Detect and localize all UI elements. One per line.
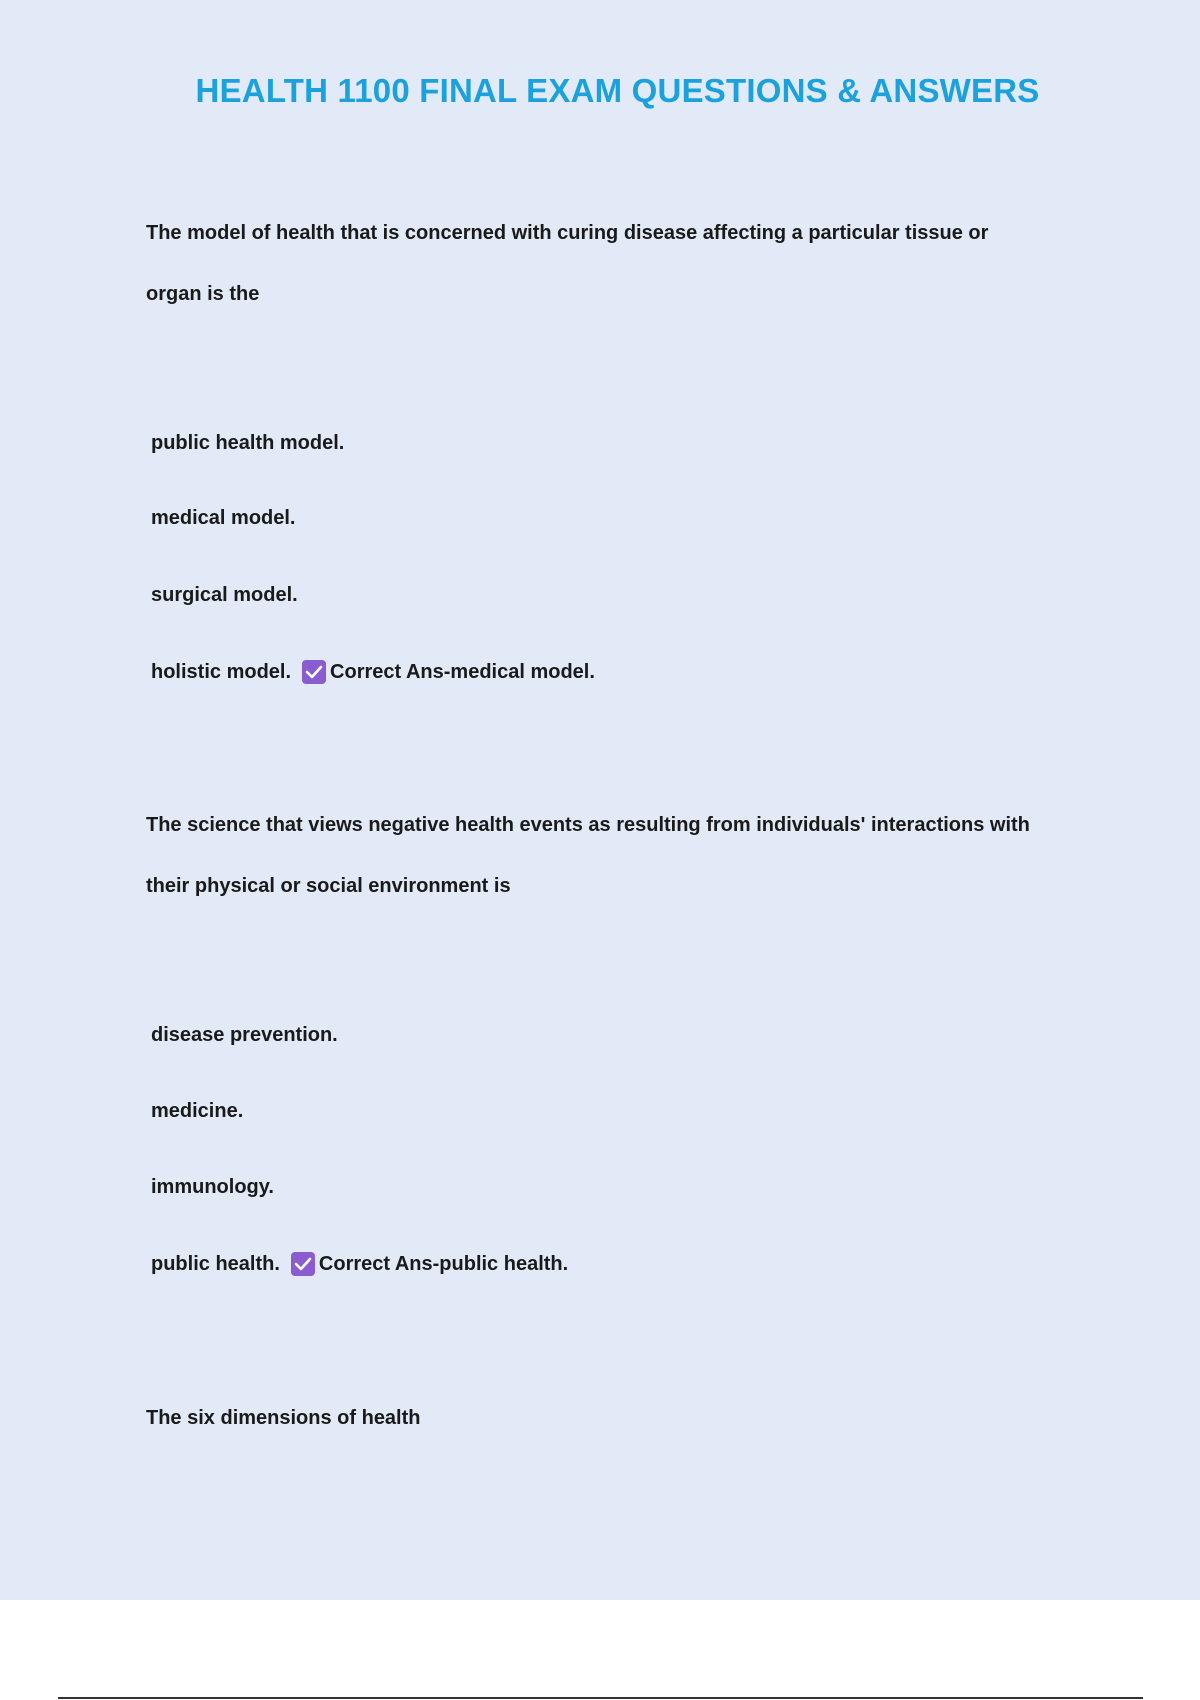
question-2-option-c (151, 1176, 274, 1199)
question-2-line-2: their physical or social environment is (146, 875, 511, 897)
correct-answer: Correct Ans-medical model. (330, 660, 595, 683)
option-text: disease prevention. (151, 1024, 338, 1046)
question-2-line-1: The science that views negative health events as resulting from individuals' interactions with (146, 814, 1030, 836)
option-text: holistic model. (151, 660, 292, 683)
question-3-line-1: The six dimensions of health (146, 1407, 421, 1429)
check-box-icon (302, 660, 326, 684)
question-1-line-1: The model of health that is concerned with curing disease affecting a particular tissue or (146, 222, 989, 244)
option-text: medicine. (151, 1100, 244, 1122)
check-box-icon (291, 1252, 315, 1276)
option-text: immunology. (151, 1176, 274, 1198)
question-1-option-b (151, 507, 296, 530)
question-2-option-a (151, 1024, 338, 1047)
question-2-option-d (151, 1252, 568, 1276)
correct-answer: Correct Ans-public health. (318, 1252, 569, 1275)
question-1-option-d (151, 660, 595, 684)
page-title: HEALTH 1100 FINAL EXAM QUESTIONS & ANSWERS (195, 72, 1040, 109)
question-1-option-a (151, 432, 344, 455)
question-1-option-c (151, 584, 298, 607)
footer-divider (58, 1697, 1143, 1699)
question-2-option-b (151, 1100, 243, 1123)
question-1-line-2: organ is the (146, 283, 260, 305)
option-text: public health model. (151, 432, 345, 454)
option-text: public health. (151, 1252, 280, 1275)
option-text: surgical model. (151, 584, 298, 606)
option-text: medical model. (151, 507, 296, 529)
